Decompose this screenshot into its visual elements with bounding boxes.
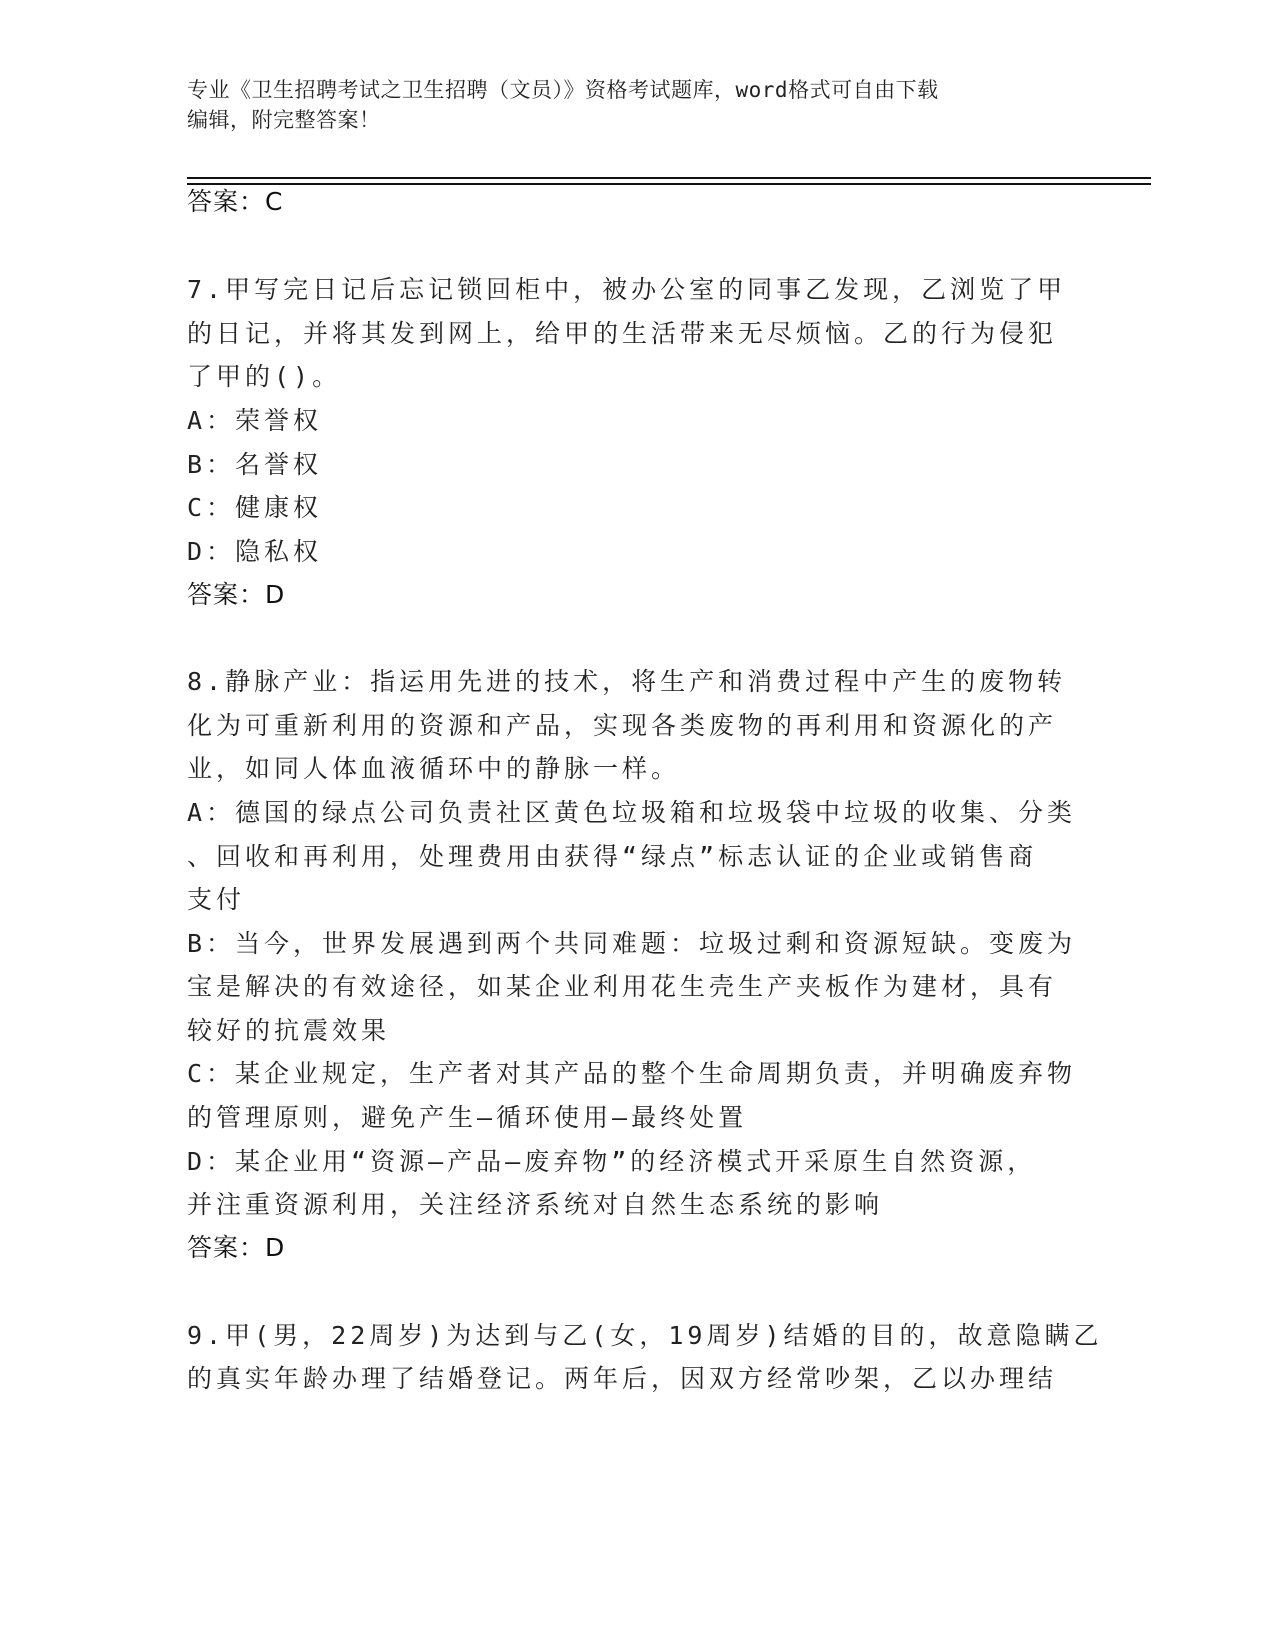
q7-option-c: C：健康权: [187, 493, 323, 522]
q8-option-c-line-2: 的管理原则，避免产生—循环使用—最终处置: [187, 1103, 748, 1132]
q8-option-a-line-2: 、回收和再利用，处理费用由获得“绿点”标志认证的企业或销售商: [187, 842, 1038, 871]
header-divider-top: [187, 177, 1151, 179]
q7-stem-line-2: 的日记，并将其发到网上，给甲的生活带来无尽烦恼。乙的行为侵犯: [187, 319, 1058, 348]
header-line-1: 专业《卫生招聘考试之卫生招聘（文员）》资格考试题库，word格式可自由下载: [187, 78, 939, 102]
q7-option-d: D：隐私权: [187, 537, 323, 566]
q7-option-a: A：荣誉权: [187, 406, 323, 435]
q8-answer: 答案：D: [187, 1233, 286, 1262]
q8-option-b-line-2: 宝是解决的有效途径，如某企业利用花生壳生产夹板作为建材，具有: [187, 972, 1058, 1001]
header-divider-bottom: [187, 183, 1151, 185]
q8-option-b-line-3: 较好的抗震效果: [187, 1016, 391, 1045]
q8-option-a-line-3: 支付: [187, 885, 246, 914]
q8-option-d-line-2: 并注重资源利用，关注经济系统对自然生态系统的影响: [187, 1190, 884, 1219]
q9-stem-line-1: 9.甲(男，22周岁)为达到与乙(女，19周岁)结婚的目的，故意隐瞒乙: [187, 1321, 1103, 1350]
prev-answer: 答案：C: [187, 187, 284, 216]
q7-stem-line-1: 7.甲写完日记后忘记锁回柜中，被办公室的同事乙发现，乙浏览了甲: [187, 275, 1067, 304]
q9-stem-line-2: 的真实年龄办理了结婚登记。两年后，因双方经常吵架，乙以办理结: [187, 1364, 1058, 1393]
q8-stem-line-3: 业，如同人体血液循环中的静脉一样。: [187, 754, 681, 783]
q8-option-a-line-1: A：德国的绿点公司负责社区黄色垃圾箱和垃圾袋中垃圾的收集、分类: [187, 798, 1077, 827]
q7-stem-line-3: 了甲的()。: [187, 362, 342, 391]
q8-option-d-line-1: D：某企业用“资源—产品—废弃物”的经济模式开采原生自然资源，: [187, 1147, 1037, 1176]
q7-option-b: B：名誉权: [187, 450, 323, 479]
q8-stem-line-2: 化为可重新利用的资源和产品，实现各类废物的再利用和资源化的产: [187, 711, 1058, 740]
header-line-2: 编辑，附完整答案！: [187, 108, 381, 132]
q8-option-b-line-1: B：当今，世界发展遇到两个共同难题：垃圾过剩和资源短缺。变废为: [187, 929, 1077, 958]
page-header: [187, 75, 1067, 135]
q8-stem-line-1: 8.静脉产业：指运用先进的技术，将生产和消费过程中产生的废物转: [187, 667, 1067, 696]
q7-answer: 答案：D: [187, 580, 286, 609]
q8-option-c-line-1: C：某企业规定，生产者对其产品的整个生命周期负责，并明确废弃物: [187, 1059, 1077, 1088]
